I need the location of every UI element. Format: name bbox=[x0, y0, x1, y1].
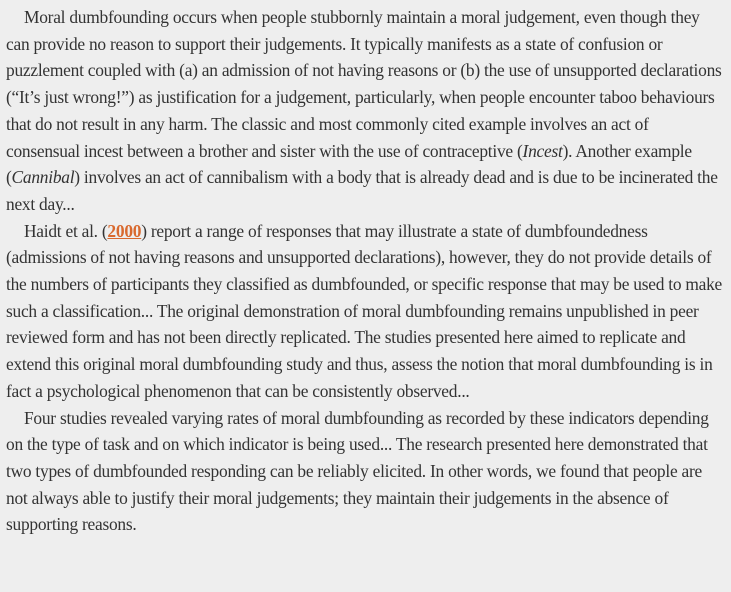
paragraph-1-text-b: ). Another example ( bbox=[6, 140, 692, 188]
paragraph-1 bbox=[6, 4, 725, 218]
paragraph-1-text-c: ) involves an act of cannibalism with a body that is already dead and is due to be incinerated the next day... bbox=[6, 167, 718, 214]
paragraph-1-text-a: Moral dumbfounding occurs when people stubbornly maintain a moral judgement, even though they can provide no reason to support their judgements. It typically manifests as a state of confusion or puzzlement coupled with (a) an admission of not having reasons or (b) the use of unsupported declarations (“It’s just wrong!”) as justification for a judgement, particularly, when people encounter taboo behaviours that do not result in any harm. The classic and most commonly cited example involves an act of consensual incest between a brother and sister with the use of contraceptive ( bbox=[6, 7, 722, 161]
paragraph-3-text: Four studies revealed varying rates of moral dumbfounding as recorded by these indicators depending on the type of task and on which indicator is being used... The research presented here demonstrated that two types of dumbfounded responding can be reliably elicited. In other words, we found that people are not always able to justify their moral judgements; they maintain their judgements in the absence of supporting reasons. bbox=[6, 407, 709, 535]
cannibal-term: Cannibal bbox=[11, 167, 75, 188]
paragraph-2 bbox=[6, 218, 725, 405]
incest-term: Incest bbox=[522, 140, 563, 161]
paragraph-2-text-a: Haidt et al. ( bbox=[24, 220, 108, 241]
paragraph-2-text-b: ) report a range of responses that may illustrate a state of dumbfoundedness (admissions of not having reasons and unsupported declarations), however, they do not provide details of the numbers of participants they classified as dumbfounded, or specific response that may be used to make such a classification... The original demonstration of moral dumbfounding remains unpublished in peer reviewed form and has not been directly replicated. The studies presented here aimed to replicate and extend this original moral dumbfounding study and thus, assess the notion that moral dumbfounding is in fact a psychological phenomenon that can be consistently observed... bbox=[6, 220, 723, 401]
citation-link-2000[interactable]: 2000 bbox=[107, 220, 142, 241]
paragraph-3 bbox=[6, 405, 725, 539]
